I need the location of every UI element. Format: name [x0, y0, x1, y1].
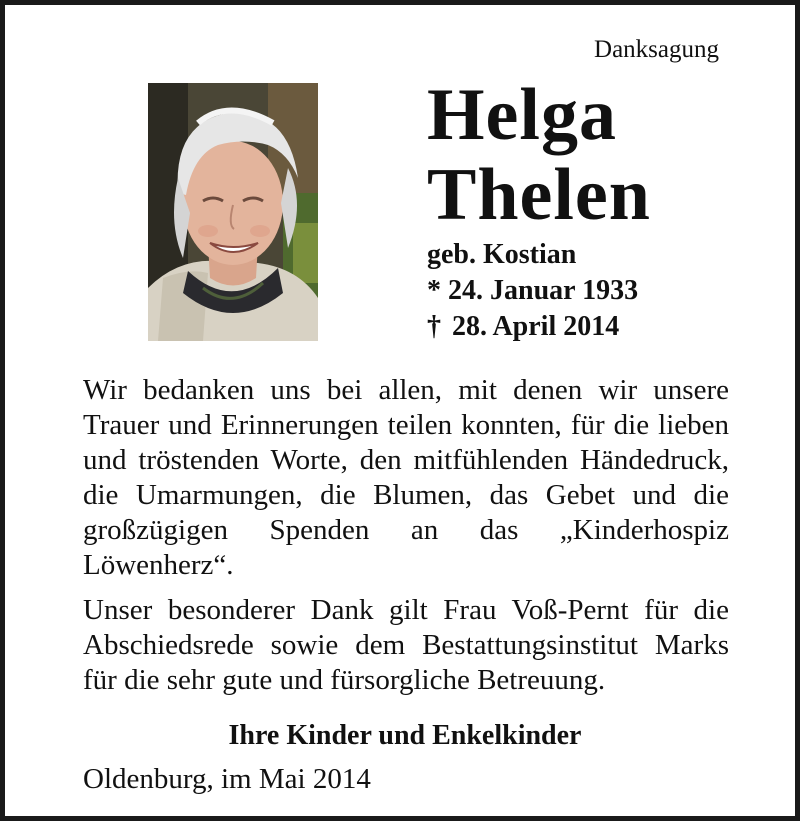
life-dates: [427, 237, 638, 345]
maiden-name: geb. Kostian: [427, 239, 577, 270]
death-date: 28. April 2014: [452, 311, 620, 342]
death-date-line: [427, 309, 638, 345]
first-name: Helga: [427, 74, 617, 156]
notice-type-label: Danksagung: [594, 36, 719, 63]
birth-date: * 24. Januar 1933: [427, 275, 639, 306]
deceased-name: [427, 75, 651, 235]
last-name: Thelen: [427, 154, 651, 236]
portrait-photo: [148, 83, 318, 341]
cross-icon: †: [427, 311, 441, 342]
thanks-paragraph-1: Wir bedanken uns bei allen, mit denen wir unsere Trauer und Erinnerungen teilen konnten, für die lieben und tröstenden Worte, den mitfühlenden Händedruck, die Umarmungen, die Blumen, das Gebet und die großzügigen Spenden an das „Kinderhospiz Löwenherz“.: [83, 374, 729, 581]
thanks-paragraph-2: Unser besonderer Dank gilt Frau Voß-Pernt für die Abschiedsrede sowie dem Bestattungsinstitut Marks für die sehr gute und fürsorgliche Betreuung.: [83, 594, 729, 696]
place-and-date: Oldenburg, im Mai 2014: [83, 763, 371, 795]
thank-you-text: [83, 373, 729, 698]
signature: Ihre Kinder und Enkelkinder: [228, 720, 582, 751]
